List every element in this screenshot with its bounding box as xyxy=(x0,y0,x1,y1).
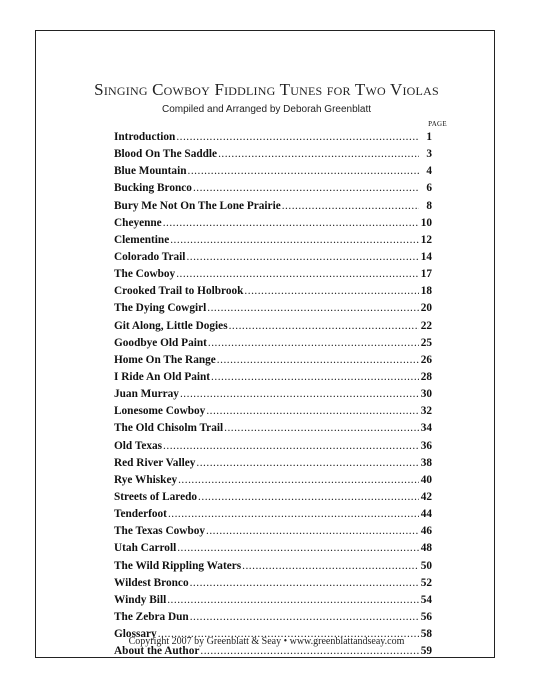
toc-dot-leader xyxy=(178,472,419,489)
toc-entry xyxy=(114,523,432,540)
toc-entry-page: 38 xyxy=(420,456,432,469)
toc-entry-page: 54 xyxy=(420,593,432,606)
toc-entry-page: 18 xyxy=(420,285,432,298)
toc-entry xyxy=(114,318,432,335)
toc-entry xyxy=(114,558,432,575)
toc-entry-title: Windy Bill xyxy=(114,593,167,606)
toc-entry-title: Introduction xyxy=(114,131,176,143)
toc-dot-leader xyxy=(177,540,419,557)
toc-entry-page: 20 xyxy=(420,302,432,315)
toc-entry-title: Glossary xyxy=(114,628,157,641)
toc-entry-page: 56 xyxy=(420,610,432,623)
toc-dot-leader xyxy=(206,523,419,540)
toc-entry xyxy=(114,506,432,523)
toc-entry xyxy=(114,163,432,180)
toc-entry-page: 12 xyxy=(420,233,432,246)
toc-entry-page: 48 xyxy=(420,542,432,555)
toc-dot-leader xyxy=(176,266,419,283)
toc-entry-page: 25 xyxy=(420,336,432,349)
toc-entry-title: Red River Valley xyxy=(114,456,196,469)
toc-entry-page: 50 xyxy=(420,559,432,572)
toc-entry-page: 32 xyxy=(420,405,432,418)
toc-entry xyxy=(114,472,432,489)
toc-entry-page: 22 xyxy=(420,319,432,332)
toc-entry-title: Home On The Range xyxy=(114,353,216,366)
toc-dot-leader xyxy=(188,163,419,180)
toc-entry-title: Tenderfoot xyxy=(114,508,167,521)
toc-entry-title: I Ride An Old Paint xyxy=(114,370,211,383)
toc-dot-leader xyxy=(198,489,419,506)
document-subtitle: Compiled and Arranged by Deborah Greenblatt xyxy=(161,104,372,115)
toc-entry xyxy=(114,403,432,420)
toc-dot-leader xyxy=(168,506,419,523)
toc-entry xyxy=(114,455,432,472)
toc-entry-title: Old Texas xyxy=(114,439,163,452)
toc-entry xyxy=(114,198,432,215)
toc-entry xyxy=(114,386,432,403)
toc-entry-page: 36 xyxy=(420,439,432,452)
toc-entry xyxy=(114,369,432,386)
toc-entry xyxy=(114,540,432,557)
toc-dot-leader xyxy=(208,335,419,352)
page-column-header: PAGE xyxy=(428,120,447,128)
toc-entry-page: 30 xyxy=(420,388,432,401)
toc-entry-page: 46 xyxy=(420,525,432,538)
toc-dot-leader xyxy=(190,575,419,592)
toc-entry-page: 14 xyxy=(420,250,432,263)
toc-dot-leader xyxy=(282,198,419,215)
toc-entry-page: 17 xyxy=(420,268,432,281)
toc-entry-title: Cheyenne xyxy=(114,216,162,229)
toc-entry-page: 8 xyxy=(426,199,432,212)
toc-entry xyxy=(114,283,432,300)
toc-entry-title: The Old Chisolm Trail xyxy=(114,422,224,435)
toc-entry-title: Git Along, Little Dogies xyxy=(114,319,228,332)
toc-entry-title: Bury Me Not On The Lone Prairie xyxy=(114,199,281,212)
toc-entry-title: Clementine xyxy=(114,233,170,246)
toc-entry-title: Blood On The Saddle xyxy=(114,148,218,161)
toc-entry-title: The Zebra Dun xyxy=(114,610,189,623)
toc-entry-page: 26 xyxy=(420,353,432,366)
toc-dot-leader xyxy=(206,403,419,420)
toc-dot-leader xyxy=(190,609,419,626)
toc-entry-page: 1 xyxy=(426,131,432,143)
toc-dot-leader xyxy=(163,215,419,232)
toc-dot-leader xyxy=(163,438,419,455)
toc-entry-title: Crooked Trail to Holbrook xyxy=(114,285,244,298)
toc-entry-page: 3 xyxy=(426,148,432,161)
toc-entry-title: About the Author xyxy=(114,645,200,658)
toc-entry xyxy=(114,215,432,232)
document-title: Singing Cowboy Fiddling Tunes for Two Violas xyxy=(94,80,439,99)
toc-entry-page: 44 xyxy=(420,508,432,521)
toc-dot-leader xyxy=(193,180,419,197)
toc-dot-leader xyxy=(186,249,419,266)
toc-entry-title: Blue Mountain xyxy=(114,165,187,178)
toc-entry xyxy=(114,352,432,369)
toc-dot-leader xyxy=(217,352,419,369)
toc-entry xyxy=(114,438,432,455)
toc-entry-title: Bucking Bronco xyxy=(114,182,192,195)
toc-entry-title: Streets of Laredo xyxy=(114,490,198,503)
toc-dot-leader xyxy=(218,146,419,163)
toc-entry-title: Lonesome Cowboy xyxy=(114,405,206,418)
toc-entry xyxy=(114,129,432,146)
table-of-contents xyxy=(114,129,432,660)
toc-entry-title: Wildest Bronco xyxy=(114,576,189,589)
toc-entry-title: The Cowboy xyxy=(114,268,176,281)
toc-entry-title: Rye Whiskey xyxy=(114,473,178,486)
toc-entry-title: The Wild Rippling Waters xyxy=(114,559,242,572)
toc-entry-title: Utah Carroll xyxy=(114,542,177,555)
toc-entry-title: Juan Murray xyxy=(114,388,179,401)
toc-dot-leader xyxy=(224,420,419,437)
toc-entry xyxy=(114,335,432,352)
toc-entry-page: 58 xyxy=(420,628,432,641)
toc-dot-leader xyxy=(229,318,419,335)
toc-entry-page: 52 xyxy=(420,576,432,589)
toc-entry xyxy=(114,266,432,283)
toc-entry-page: 28 xyxy=(420,370,432,383)
toc-entry-page: 59 xyxy=(420,645,432,658)
toc-dot-leader xyxy=(207,300,419,317)
toc-entry xyxy=(114,180,432,197)
toc-entry xyxy=(114,249,432,266)
toc-dot-leader xyxy=(180,386,419,403)
toc-entry xyxy=(114,146,432,163)
toc-entry-title: Goodbye Old Paint xyxy=(114,336,207,349)
toc-entry xyxy=(114,592,432,609)
toc-dot-leader xyxy=(170,232,419,249)
toc-entry-page: 42 xyxy=(420,490,432,503)
toc-entry xyxy=(114,300,432,317)
toc-dot-leader xyxy=(242,558,419,575)
toc-entry-page: 6 xyxy=(426,182,432,195)
copyright-footer: Copyright 2007 by Greenblatt & Seay • www.greenblattandseay.com xyxy=(128,636,405,647)
toc-entry xyxy=(114,489,432,506)
toc-dot-leader xyxy=(211,369,419,386)
toc-dot-leader xyxy=(196,455,419,472)
toc-entry-title: Colorado Trail xyxy=(114,250,186,263)
toc-dot-leader xyxy=(176,129,419,146)
toc-entry xyxy=(114,420,432,437)
toc-entry xyxy=(114,232,432,249)
toc-entry-page: 4 xyxy=(426,165,432,178)
toc-dot-leader xyxy=(167,592,419,609)
toc-entry-page: 34 xyxy=(420,422,432,435)
toc-entry-page: 10 xyxy=(420,216,432,229)
toc-entry xyxy=(114,575,432,592)
toc-entry xyxy=(114,609,432,626)
toc-entry-title: The Texas Cowboy xyxy=(114,525,206,538)
toc-entry-title: The Dying Cowgirl xyxy=(114,302,207,315)
toc-dot-leader xyxy=(244,283,419,300)
toc-entry-page: 40 xyxy=(420,473,432,486)
